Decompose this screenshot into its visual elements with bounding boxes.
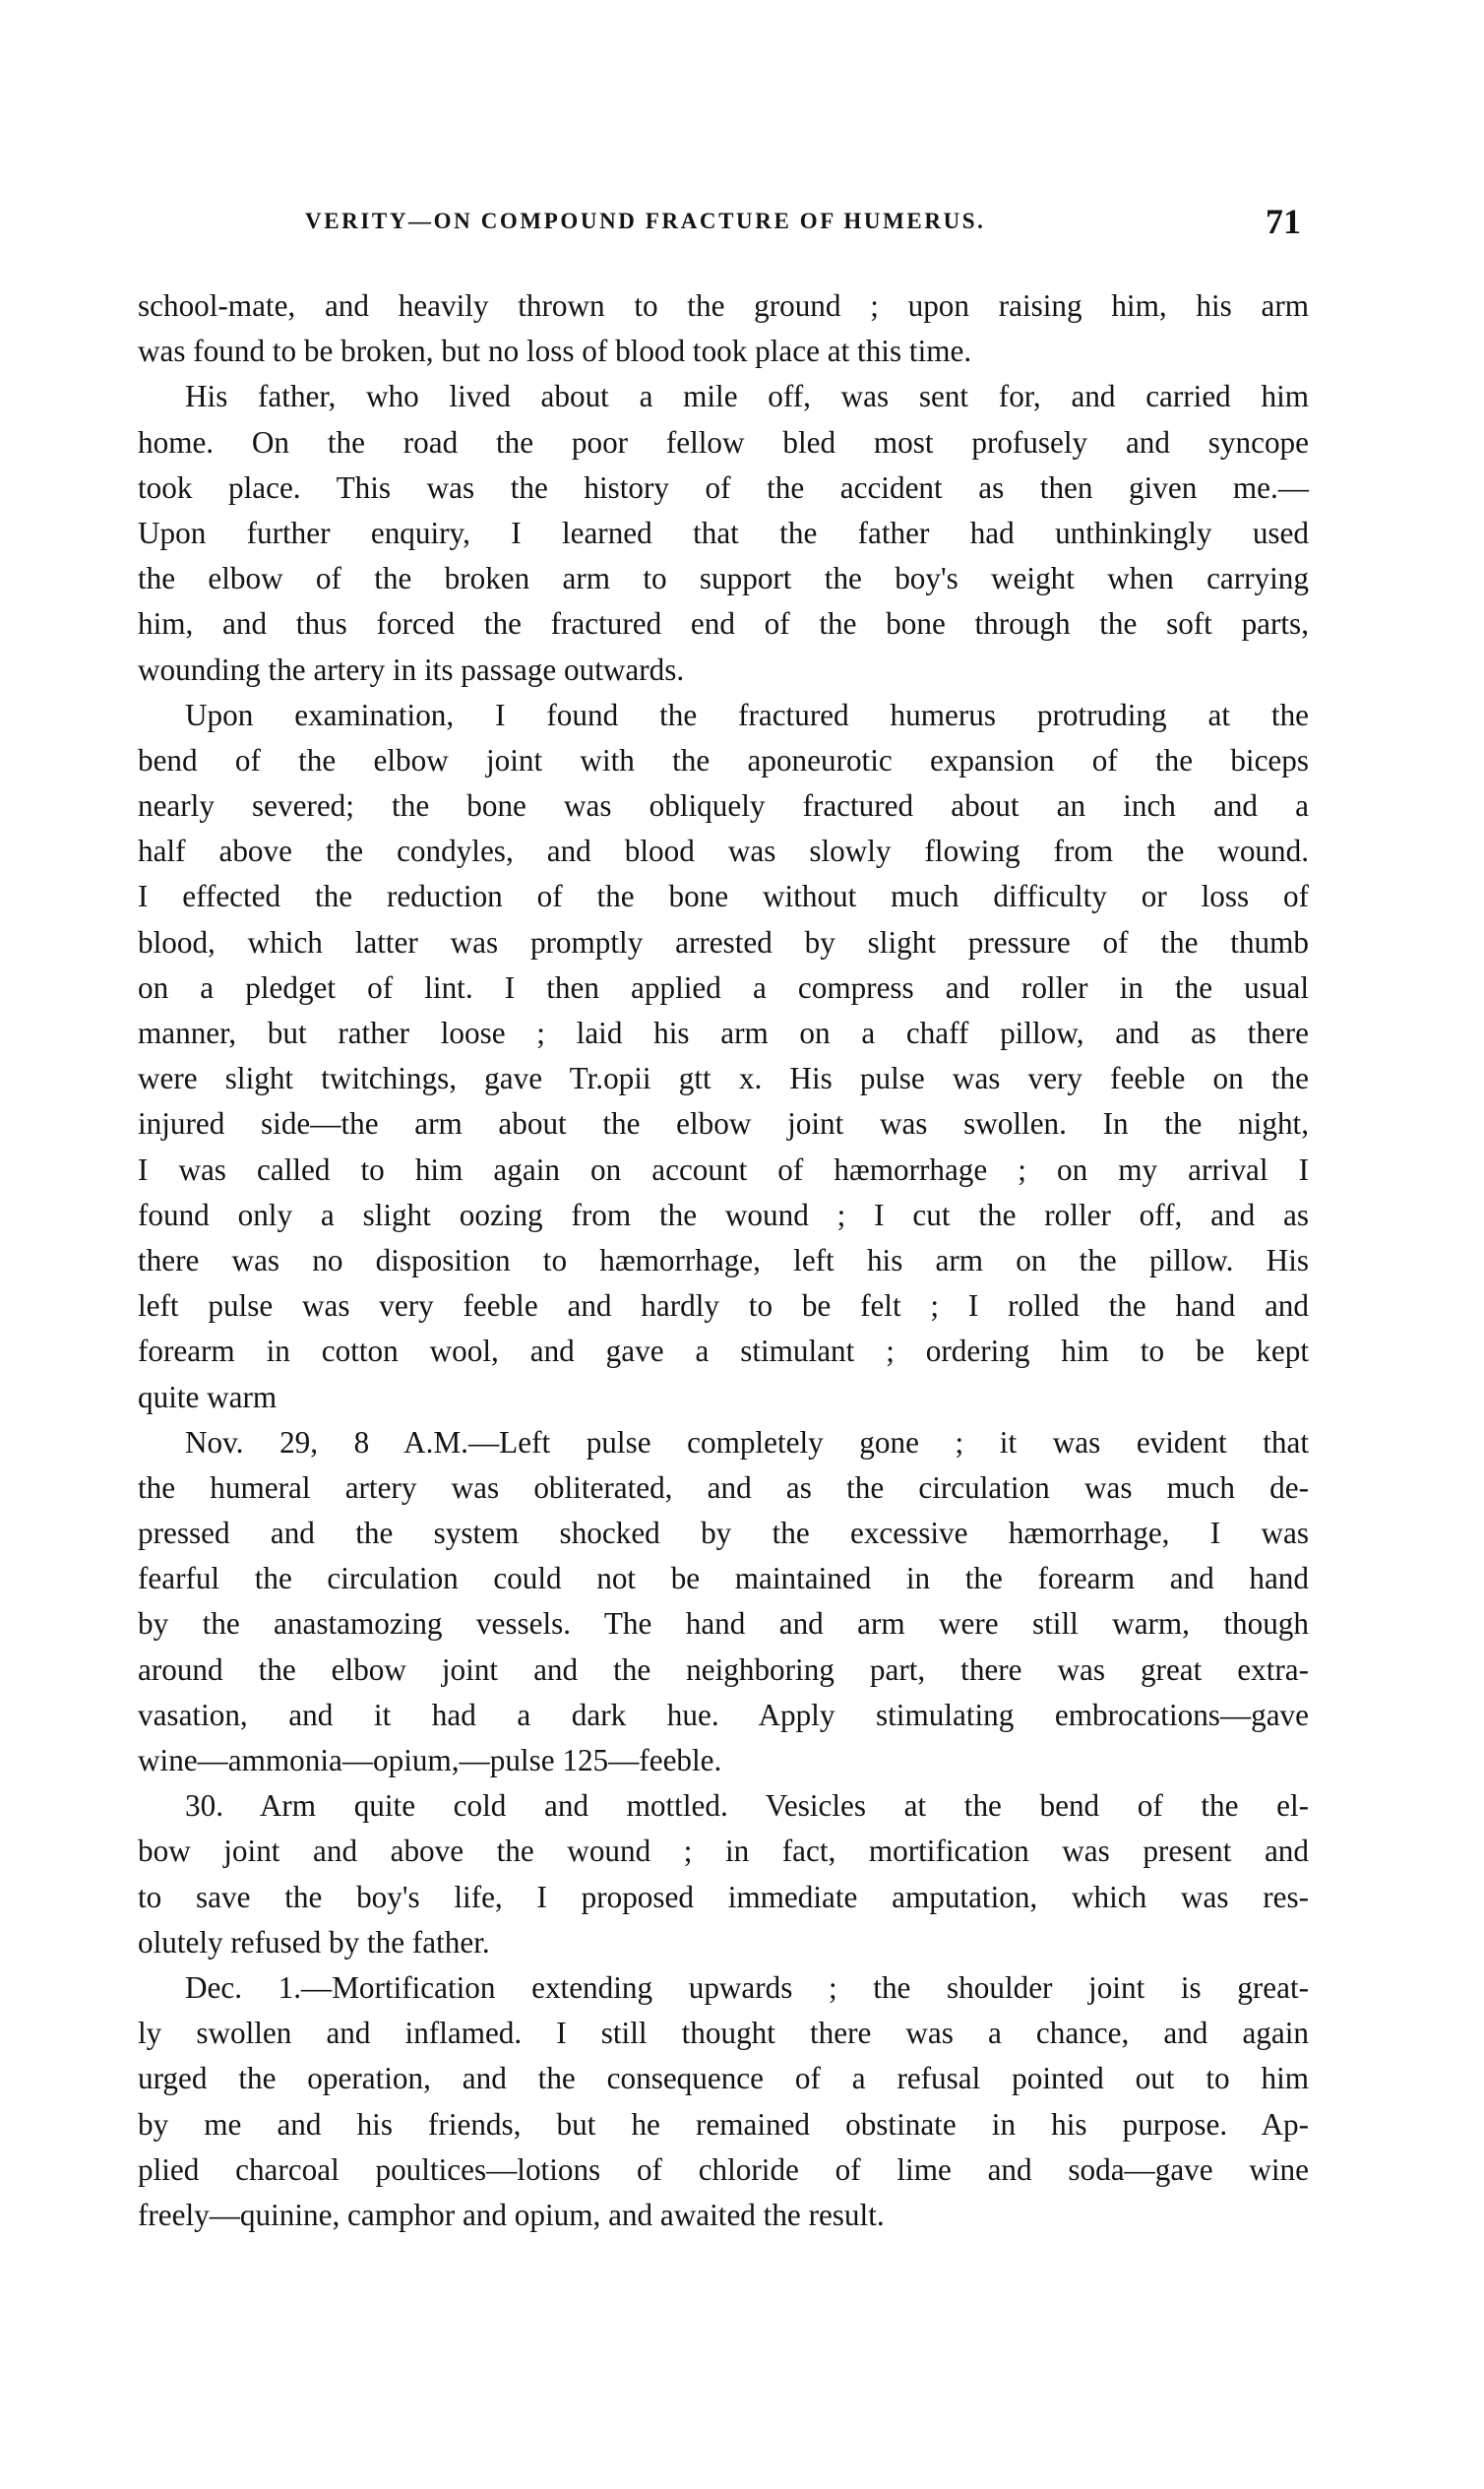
text-line: him, and thus forced the fractured end of the bone through the soft parts, [138, 606, 1309, 642]
text-line: freely—quinine, camphor and opium, and awaited the result. [138, 2197, 885, 2232]
text-line: Upon further enquiry, I learned that the father had unthinkingly used [138, 515, 1309, 550]
text-line: Nov. 29, 8 A.M.—Left pulse completely gone ; it was evident that [185, 1424, 1309, 1460]
paragraph [138, 374, 1309, 692]
text-line: forearm in cotton wool, and gave a stimulant ; ordering him to be kept [138, 1334, 1309, 1369]
text-line: wounding the artery in its passage outwards. [138, 652, 685, 687]
text-line: fearful the circulation could not be maintained in the forearm and hand [138, 1561, 1309, 1596]
body-text [138, 283, 1309, 2238]
text-line: Dec. 1.—Mortification extending upwards ; the shoulder joint is great- [185, 1969, 1309, 2005]
text-line: bow joint and above the wound ; in fact, mortification was present and [138, 1834, 1309, 1869]
text-line: quite warm [138, 1379, 278, 1414]
text-line: His father, who lived about a mile off, was sent for, and carried him [185, 379, 1309, 414]
text-line: bend of the elbow joint with the aponeurotic expansion of the biceps [138, 742, 1309, 778]
text-line: to save the boy's life, I proposed immediate amputation, which was res- [138, 1879, 1309, 1914]
text-line: pressed and the system shocked by the excessive hæmorrhage, I was [138, 1516, 1309, 1551]
text-line: plied charcoal poultices—lotions of chloride of lime and soda—gave wine [138, 2151, 1309, 2187]
text-line: I effected the reduction of the bone without much difficulty or loss of [138, 879, 1309, 914]
text-line: olutely refused by the father. [138, 1924, 490, 1960]
page-number: 71 [1266, 202, 1301, 241]
text-line: the elbow of the broken arm to support the boy's weight when carrying [138, 561, 1309, 596]
text-line: half above the condyles, and blood was slowly flowing from the wound. [138, 834, 1309, 869]
text-line: injured side—the arm about the elbow joint was swollen. In the night, [138, 1106, 1309, 1142]
text-line: around the elbow joint and the neighboring part, there was great extra- [138, 1651, 1309, 1687]
paragraph [138, 1420, 1309, 1784]
text-line: 30. Arm quite cold and mottled. Vesicles at the bend of the el- [185, 1788, 1309, 1824]
text-line: by me and his friends, but he remained obstinate in his purpose. Ap- [138, 2106, 1309, 2142]
text-line: was found to be broken, but no loss of blood took place at this time. [138, 334, 972, 369]
text-line: ly swollen and inflamed. I still thought there was a chance, and again [138, 2016, 1309, 2051]
text-line: school-mate, and heavily thrown to the ground ; upon raising him, his arm [138, 288, 1309, 323]
page-header [295, 202, 1301, 244]
text-line: vasation, and it had a dark hue. Apply stimulating embrocations—gave [138, 1697, 1309, 1732]
paragraph [138, 1965, 1309, 2238]
text-line: the humeral artery was obliterated, and as the circulation was much de- [138, 1469, 1309, 1505]
text-line: I was called to him again on account of hæmorrhage ; on my arrival I [138, 1151, 1309, 1187]
paragraph [138, 1783, 1309, 1965]
text-line: took place. This was the history of the accident as then given me.— [138, 469, 1309, 505]
text-line: wine—ammonia—opium,—pulse 125—feeble. [138, 1743, 722, 1777]
paragraph [138, 693, 1309, 1420]
text-line: found only a slight oozing from the wound ; I cut the roller off, and as [138, 1197, 1309, 1232]
text-line: Upon examination, I found the fractured humerus protruding at the [185, 697, 1309, 732]
text-line: urged the operation, and the consequence of a refusal pointed out to him [138, 2061, 1309, 2096]
text-line: home. On the road the poor fellow bled most profusely and syncope [138, 424, 1309, 460]
text-line: there was no disposition to hæmorrhage, left his arm on the pillow. His [138, 1242, 1309, 1277]
text-line: were slight twitchings, gave Tr.opii gtt x. His pulse was very feeble on the [138, 1061, 1309, 1096]
text-line: manner, but rather loose ; laid his arm on a chaff pillow, and as there [138, 1016, 1309, 1050]
running-title: VERITY—ON COMPOUND FRACTURE OF HUMERUS. [305, 209, 986, 233]
text-line: on a pledget of lint. I then applied a compress and roller in the usual [138, 969, 1309, 1005]
paragraph [138, 283, 1309, 374]
text-line: left pulse was very feeble and hardly to be felt ; I rolled the hand and [138, 1288, 1309, 1324]
text-line: blood, which latter was promptly arrested by slight pressure of the thumb [138, 924, 1309, 960]
text-line: nearly severed; the bone was obliquely fractured about an inch and a [138, 788, 1309, 824]
text-line: by the anastamozing vessels. The hand and arm were still warm, though [138, 1606, 1309, 1642]
